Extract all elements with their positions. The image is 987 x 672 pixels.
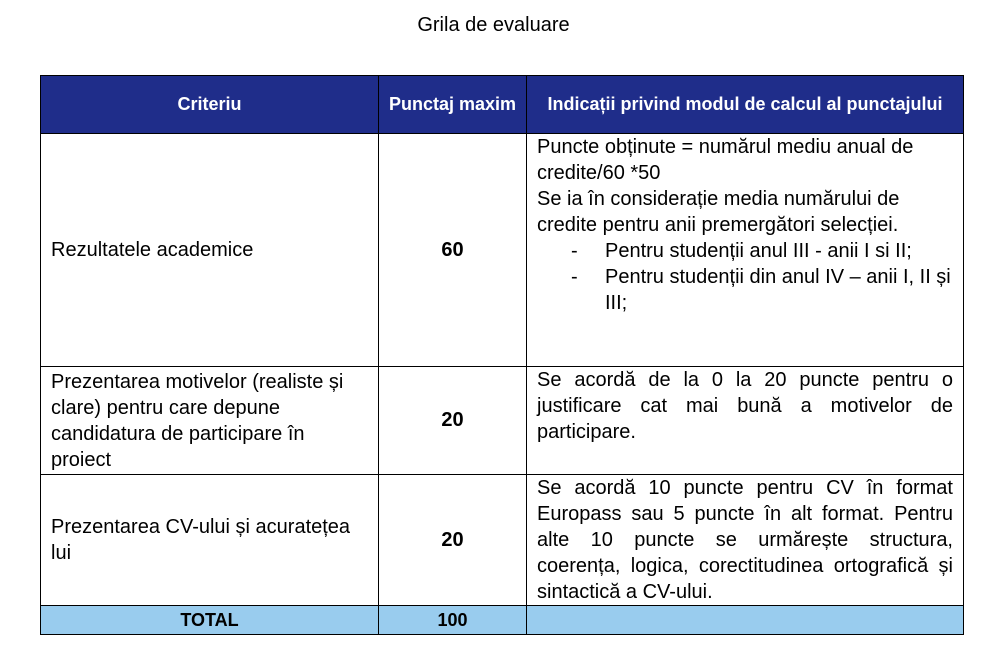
table-header-row [41, 76, 964, 134]
page-title: Grila de evaluare [417, 14, 570, 36]
points-cell: 20 [379, 367, 527, 475]
details-list [537, 238, 953, 316]
header-punctaj: Punctaj maxim [379, 76, 527, 134]
details-cell [527, 475, 964, 606]
details-cell [527, 367, 964, 475]
header-indicatii: Indicații privind modul de calcul al punctajului [527, 76, 964, 134]
table-row [41, 367, 964, 475]
details-paragraph: Se acordă 10 puncte pentru CV în format Europass sau 5 puncte în alt format. Pentru alte 10 puncte se urmărește structura, coerența, logica, corectitudinea ortografică și sintactică a CV-ului. [537, 477, 953, 603]
criterion-cell: Prezentarea motivelor (realiste și clare) pentru care depune candidatura de participare în proiect [41, 367, 379, 475]
dash-bullet-icon: - [571, 266, 578, 288]
list-item-text: Pentru studenții din anul IV – anii I, II și III; [605, 266, 951, 314]
total-details [527, 606, 964, 635]
dash-bullet-icon: - [571, 240, 578, 262]
list-item [537, 238, 953, 264]
evaluation-table [40, 75, 964, 635]
criterion-cell: Rezultatele academice [41, 134, 379, 367]
total-label: TOTAL [41, 606, 379, 635]
table-row [41, 475, 964, 606]
list-item [537, 264, 953, 316]
total-points: 100 [379, 606, 527, 635]
criterion-cell: Prezentarea CV-ului și acuratețea lui [41, 475, 379, 606]
total-row [41, 606, 964, 635]
points-cell: 60 [379, 134, 527, 367]
points-cell: 20 [379, 475, 527, 606]
list-item-text: Pentru studenții anul III - anii I si II; [605, 240, 912, 262]
header-criteriu: Criteriu [41, 76, 379, 134]
table-row [41, 134, 964, 367]
details-paragraph: Se ia în considerație media numărului de credite pentru anii premergători selecției. [537, 188, 900, 236]
details-paragraph: Puncte obținute = numărul mediu anual de credite/60 *50 [537, 136, 914, 184]
details-paragraph: Se acordă de la 0 la 20 puncte pentru o justificare cat mai bună a motivelor de participare. [537, 369, 953, 443]
details-cell [527, 134, 964, 367]
